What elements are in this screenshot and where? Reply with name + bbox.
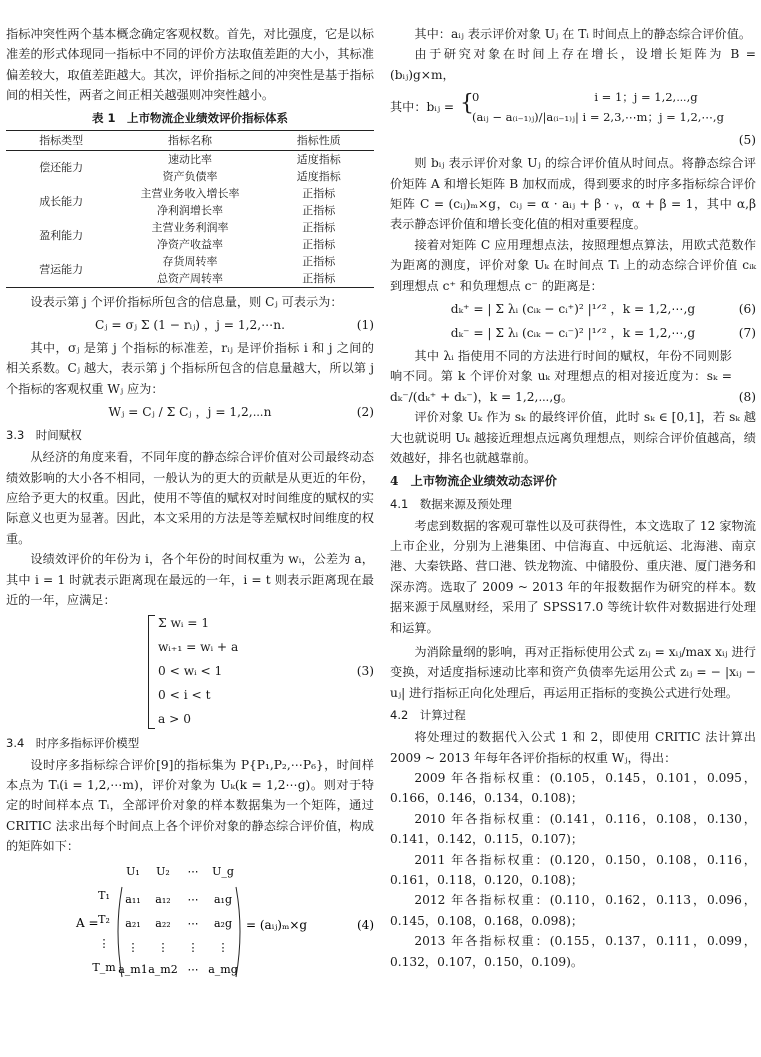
table-cell: 主营业务利润率 bbox=[151, 220, 229, 234]
matrix-cell: a₂₁ bbox=[125, 916, 141, 930]
table-cell: 正指标 bbox=[302, 186, 336, 200]
equation-line: 0 < i < t bbox=[158, 687, 211, 702]
equation-5-number-row bbox=[390, 129, 756, 151]
table-cell: 净利润增长率 bbox=[156, 203, 223, 217]
paragraph: 接着对矩阵 C 应用理想点法，按照理想点算法，用欧式范数作为距离的测度，评价对象 Uₖ 在时间点 Tᵢ 上的动态综合评价值 cᵢₖ 到理想点 c⁺ 和负理想点 c⁻ 的距离是： bbox=[390, 237, 756, 293]
equation-prefix: 其中：bᵢⱼ = bbox=[390, 100, 455, 115]
equation-7 bbox=[390, 322, 756, 344]
matrix-cell: a_m2 bbox=[148, 962, 178, 976]
table-cell: 盈利能力 bbox=[39, 229, 84, 243]
paragraph: 则 bᵢⱼ 表示评价对象 Uⱼ 的综合评价值从时间点。将静态综合评价矩阵 A 和增长矩阵 B 加权而成，得到要求的时序多指标综合评价矩阵 C = (cᵢⱼ)ₘ×g，cᵢⱼ = α · aᵢⱼ + β · ᵧ，α + β = 1，其中 α,β 表示静态评价值和增长变化值的相对重要程度。 bbox=[390, 156, 756, 232]
paragraph: 其中：aᵢⱼ 表示评价对象 Uⱼ 在 Tᵢ 时间点上的静态综合评价值。 bbox=[414, 27, 752, 41]
equation-number: (7) bbox=[738, 326, 756, 341]
equation-text: dₖ⁺ = | Σ λᵢ (cᵢₖ − cᵢ⁺)² |¹ᐟ² ，k = 1,2,⋯,g bbox=[450, 302, 696, 317]
matrix-cell: ⋯ bbox=[187, 916, 199, 930]
weights-2013: 2013 年各指标权重：(0.155，0.137，0.111，0.099，0.132，0.107，0.150，0.109)。 bbox=[390, 934, 756, 969]
table-cell: 营运能力 bbox=[6, 253, 116, 288]
equation-text: Cⱼ = σⱼ Σ (1 − rᵢⱼ) ，j = 1,2,⋯n. bbox=[94, 318, 286, 333]
equation-line: wᵢ₊₁ = wᵢ + a bbox=[158, 639, 239, 654]
table-header: 指标类型 bbox=[6, 130, 116, 150]
matrix-equation bbox=[6, 861, 374, 979]
table-row bbox=[6, 150, 374, 168]
equation-6 bbox=[390, 298, 756, 320]
matrix-cell: a₁₂ bbox=[155, 892, 171, 906]
matrix-cell: ⋮ bbox=[187, 940, 199, 954]
equation-number: (4) bbox=[357, 917, 374, 932]
paragraph: 考虑到数据的客观可靠性以及可获得性，本文选取了 12 家物流上市企业，分别为上港集团、中信海直、中远航运、北海港、南京港、大秦铁路、营口港、铁龙物流、中储股份、重庆港、厦门港务和深赤湾。选取了 2009 ~ 2013 年的年报数据作为研究的样本。数据来源于凤凰财经，采用了 SPSS17.0 等统计软件对数据进行处理和运算。 bbox=[390, 518, 756, 635]
equation-text: Wⱼ = Cⱼ / Σ Cⱼ ，j = 1,2,⋯n bbox=[108, 405, 272, 420]
table-cell: 适度指标 bbox=[296, 152, 341, 166]
table-header: 指标名称 bbox=[116, 130, 263, 150]
table-cell: 正指标 bbox=[302, 254, 336, 268]
matrix-row-label: ⋮ bbox=[98, 936, 110, 950]
equation-3 bbox=[6, 613, 374, 731]
table-cell: 成长能力 bbox=[39, 195, 84, 209]
matrix-cell: a₁g bbox=[213, 892, 233, 906]
equation-line: 0 i = 1；j = 1,2,⋯,g bbox=[472, 90, 698, 105]
equation-number: (8) bbox=[738, 389, 756, 404]
matrix-lhs: A = bbox=[76, 915, 99, 930]
matrix-cell: a₂g bbox=[213, 916, 233, 930]
weights-2012: 2012 年各指标权重：(0.110，0.162，0.113，0.096，0.145，0.108，0.168，0.098)； bbox=[390, 893, 756, 928]
matrix-col-label: U_g bbox=[212, 864, 234, 878]
table-cell: 正指标 bbox=[302, 237, 336, 251]
right-column bbox=[390, 6, 756, 972]
paragraph: 指标冲突性两个基本概念确定客观权数。首先，对比强度，它是以标准差的形式体现同一指标中不同的评价方法取值差距的大小，其标准偏差较大，取值差距越大。其次，评价指标之间的冲突性是基于指标间的相关性，两者之间正相关越强则冲突性越小。 bbox=[6, 27, 374, 103]
table-cell: 存货周转率 bbox=[162, 254, 218, 268]
table-cell: 正指标 bbox=[302, 203, 336, 217]
section-heading: 3.3 时间赋权 bbox=[6, 428, 82, 443]
table-cell: 正指标 bbox=[264, 270, 374, 288]
equation-line: 0 < wᵢ < 1 bbox=[158, 663, 223, 678]
equation-number: (1) bbox=[356, 318, 374, 333]
matrix-cell: a₂₂ bbox=[155, 916, 171, 930]
section-heading: 4.1 数据来源及预处理 bbox=[390, 496, 512, 511]
paragraph: 设时序多指标综合评价[9]的指标集为 P{P₁,P₂,⋯P₆}，时间样本点为 Tᵢ(i = 1,2,⋯m)，评价对象为 Uₖ(k = 1,2⋯g)。则对于特定的时间样本点 Tᵢ，全部评价对象的样本数据集为一个矩阵，通过 CRITIC 法求出每个时间点上各个评价对象的静态综合评价值，构成的矩阵如下： bbox=[6, 757, 374, 854]
paragraph: 评价对象 Uₖ 作为 sₖ 的最终评价值，此时 sₖ ∈ [0,1]，若 sₖ 越大也就说明 Uₖ 越接近理想点远离负理想点，则综合评价值越高，绩效越好，排名也就越靠前。 bbox=[390, 410, 756, 466]
matrix-cell: ⋮ bbox=[217, 940, 229, 954]
equation-line: (aᵢⱼ − a₍ᵢ₋₁₎ⱼ)/|a₍ᵢ₋₁₎ⱼ| i = 2,3,⋯m；j = 1,2,⋯,g bbox=[472, 110, 724, 125]
paragraph: 从经济的角度来看，不同年度的静态综合评价值对公司最终动态绩效影响的大小各不相同，一般认为的更大的贡献是从更近的年份，应给予更大的权重。因此，使用不等值的赋权对时间维度的赋权的实际意义也更为显著。因此，本文采用的方法是等差赋权时间维度的权重。 bbox=[6, 450, 374, 546]
section-heading: 4.2 计算过程 bbox=[390, 708, 466, 723]
matrix-cell: ⋯ bbox=[187, 962, 199, 976]
matrix-col-label: U₁ bbox=[126, 864, 140, 878]
table-caption: 表 1 上市物流企业绩效评价指标体系 bbox=[91, 110, 288, 125]
paragraph-with-equation-8 bbox=[390, 346, 756, 407]
brace bbox=[148, 615, 155, 729]
left-column bbox=[6, 6, 374, 983]
paragraph: 其中 λᵢ 指使用不同的方法进行时间的赋权，年份不同则影响不同。第 k 个评价对象 uₖ 对理想点的相对接近度为：sₖ = dₖ⁻/(dₖ⁺ + dₖ⁻)，k = 1,2,⋯,g。 bbox=[390, 349, 732, 404]
matrix-cell: ⋮ bbox=[157, 940, 169, 954]
indicator-table bbox=[6, 130, 374, 288]
equation-2 bbox=[6, 401, 374, 423]
matrix-cell: a₁₁ bbox=[125, 892, 141, 906]
paragraph: 设绩效评价的年份为 i，各个年份的时间权重为 wᵢ，公差为 a，其中 i = 1 时就表示距离现在最远的一年，i = t 则表示距离现在最近的一年，应满足： bbox=[6, 552, 374, 608]
equation-line: a > 0 bbox=[158, 711, 191, 726]
table-row bbox=[6, 253, 374, 270]
matrix-row-label: T₂ bbox=[98, 912, 110, 926]
paragraph: 将处理过的数据代入公式 1 和 2，即使用 CRITIC 法计算出 2009 ~ 2013 年每年各评价指标的权重 Wⱼ，得出： bbox=[390, 730, 756, 765]
equation-5 bbox=[390, 87, 756, 127]
table-row bbox=[6, 219, 374, 236]
section-heading: 4 上市物流企业绩效动态评价 bbox=[390, 473, 557, 488]
equation-number: (6) bbox=[738, 302, 756, 317]
matrix-cell: ⋯ bbox=[187, 892, 199, 906]
paragraph: 其中，σⱼ 是第 j 个指标的标准差，rᵢⱼ 是评价指标 i 和 j 之间的相关系数。Cⱼ 越大，表示第 j 个指标所包含的信息量越大，所以第 j 个指标的客观权重 Wⱼ 应为： bbox=[6, 341, 374, 396]
paragraph: 由于研究对象在时间上存在增长，设增长矩阵为 B = (bᵢⱼ)g×m， bbox=[390, 47, 756, 82]
matrix-col-label: ⋯ bbox=[187, 864, 199, 878]
table-cell: 正指标 bbox=[302, 220, 336, 234]
matrix-row-label: T_m bbox=[92, 960, 116, 974]
matrix-row-label: T₁ bbox=[98, 888, 110, 902]
equation-text: dₖ⁻ = | Σ λᵢ (cᵢₖ − cᵢ⁻)² |¹ᐟ² ，k = 1,2,⋯,g bbox=[450, 326, 696, 341]
paragraph: 为消除量纲的影响，再对正指标使用公式 zᵢⱼ = xᵢⱼ/max xᵢⱼ 进行变换，对适度指标速动比率和资产负债率先运用公式 zᵢⱼ = − |xᵢⱼ − uⱼ| 进行指标正向化处理后，再运用正指标的变换公式进行处理。 bbox=[390, 644, 756, 700]
equation-number: (5) bbox=[738, 133, 756, 148]
matrix-cell: ⋮ bbox=[127, 940, 139, 954]
paragraph: 设表示第 j 个评价指标所包含的信息量，则 Cⱼ 可表示为： bbox=[30, 294, 343, 309]
matrix-rhs: = (aᵢⱼ)ₘ×g bbox=[246, 917, 308, 932]
equation-number: (3) bbox=[356, 663, 374, 678]
equation-number: (2) bbox=[356, 405, 374, 420]
weights-2010: 2010 年各指标权重：(0.141，0.116，0.108，0.130，0.141，0.142，0.115，0.107)； bbox=[390, 811, 756, 847]
brace: { bbox=[460, 91, 474, 117]
weights-2011: 2011 年各指标权重：(0.120，0.150，0.108，0.116，0.161，0.118，0.120，0.108)； bbox=[390, 852, 756, 887]
matrix-cell: a_mg bbox=[208, 962, 238, 976]
table-cell: 总资产周转率 bbox=[116, 270, 263, 288]
table-cell: 主营业务收入增长率 bbox=[140, 186, 240, 200]
equation-line: Σ wᵢ = 1 bbox=[158, 615, 210, 630]
matrix-col-label: U₂ bbox=[156, 864, 170, 878]
matrix-cell: a_m1 bbox=[118, 962, 148, 976]
table-cell: 速动比率 bbox=[167, 152, 212, 166]
table-row bbox=[6, 185, 374, 202]
section-heading: 3.4 时序多指标评价模型 bbox=[6, 735, 140, 750]
equation-1 bbox=[6, 314, 374, 336]
table-cell: 资产负债率 bbox=[162, 169, 218, 183]
weights-2009: 2009 年各指标权重：(0.105，0.145，0.101，0.095，0.166，0.146，0.134，0.108)； bbox=[390, 770, 756, 806]
table-cell: 净资产收益率 bbox=[156, 237, 223, 251]
table-header: 指标性质 bbox=[264, 130, 374, 150]
table-cell: 偿还能力 bbox=[39, 161, 84, 175]
matrix-svg bbox=[6, 861, 374, 979]
table-cell: 适度指标 bbox=[296, 169, 341, 183]
